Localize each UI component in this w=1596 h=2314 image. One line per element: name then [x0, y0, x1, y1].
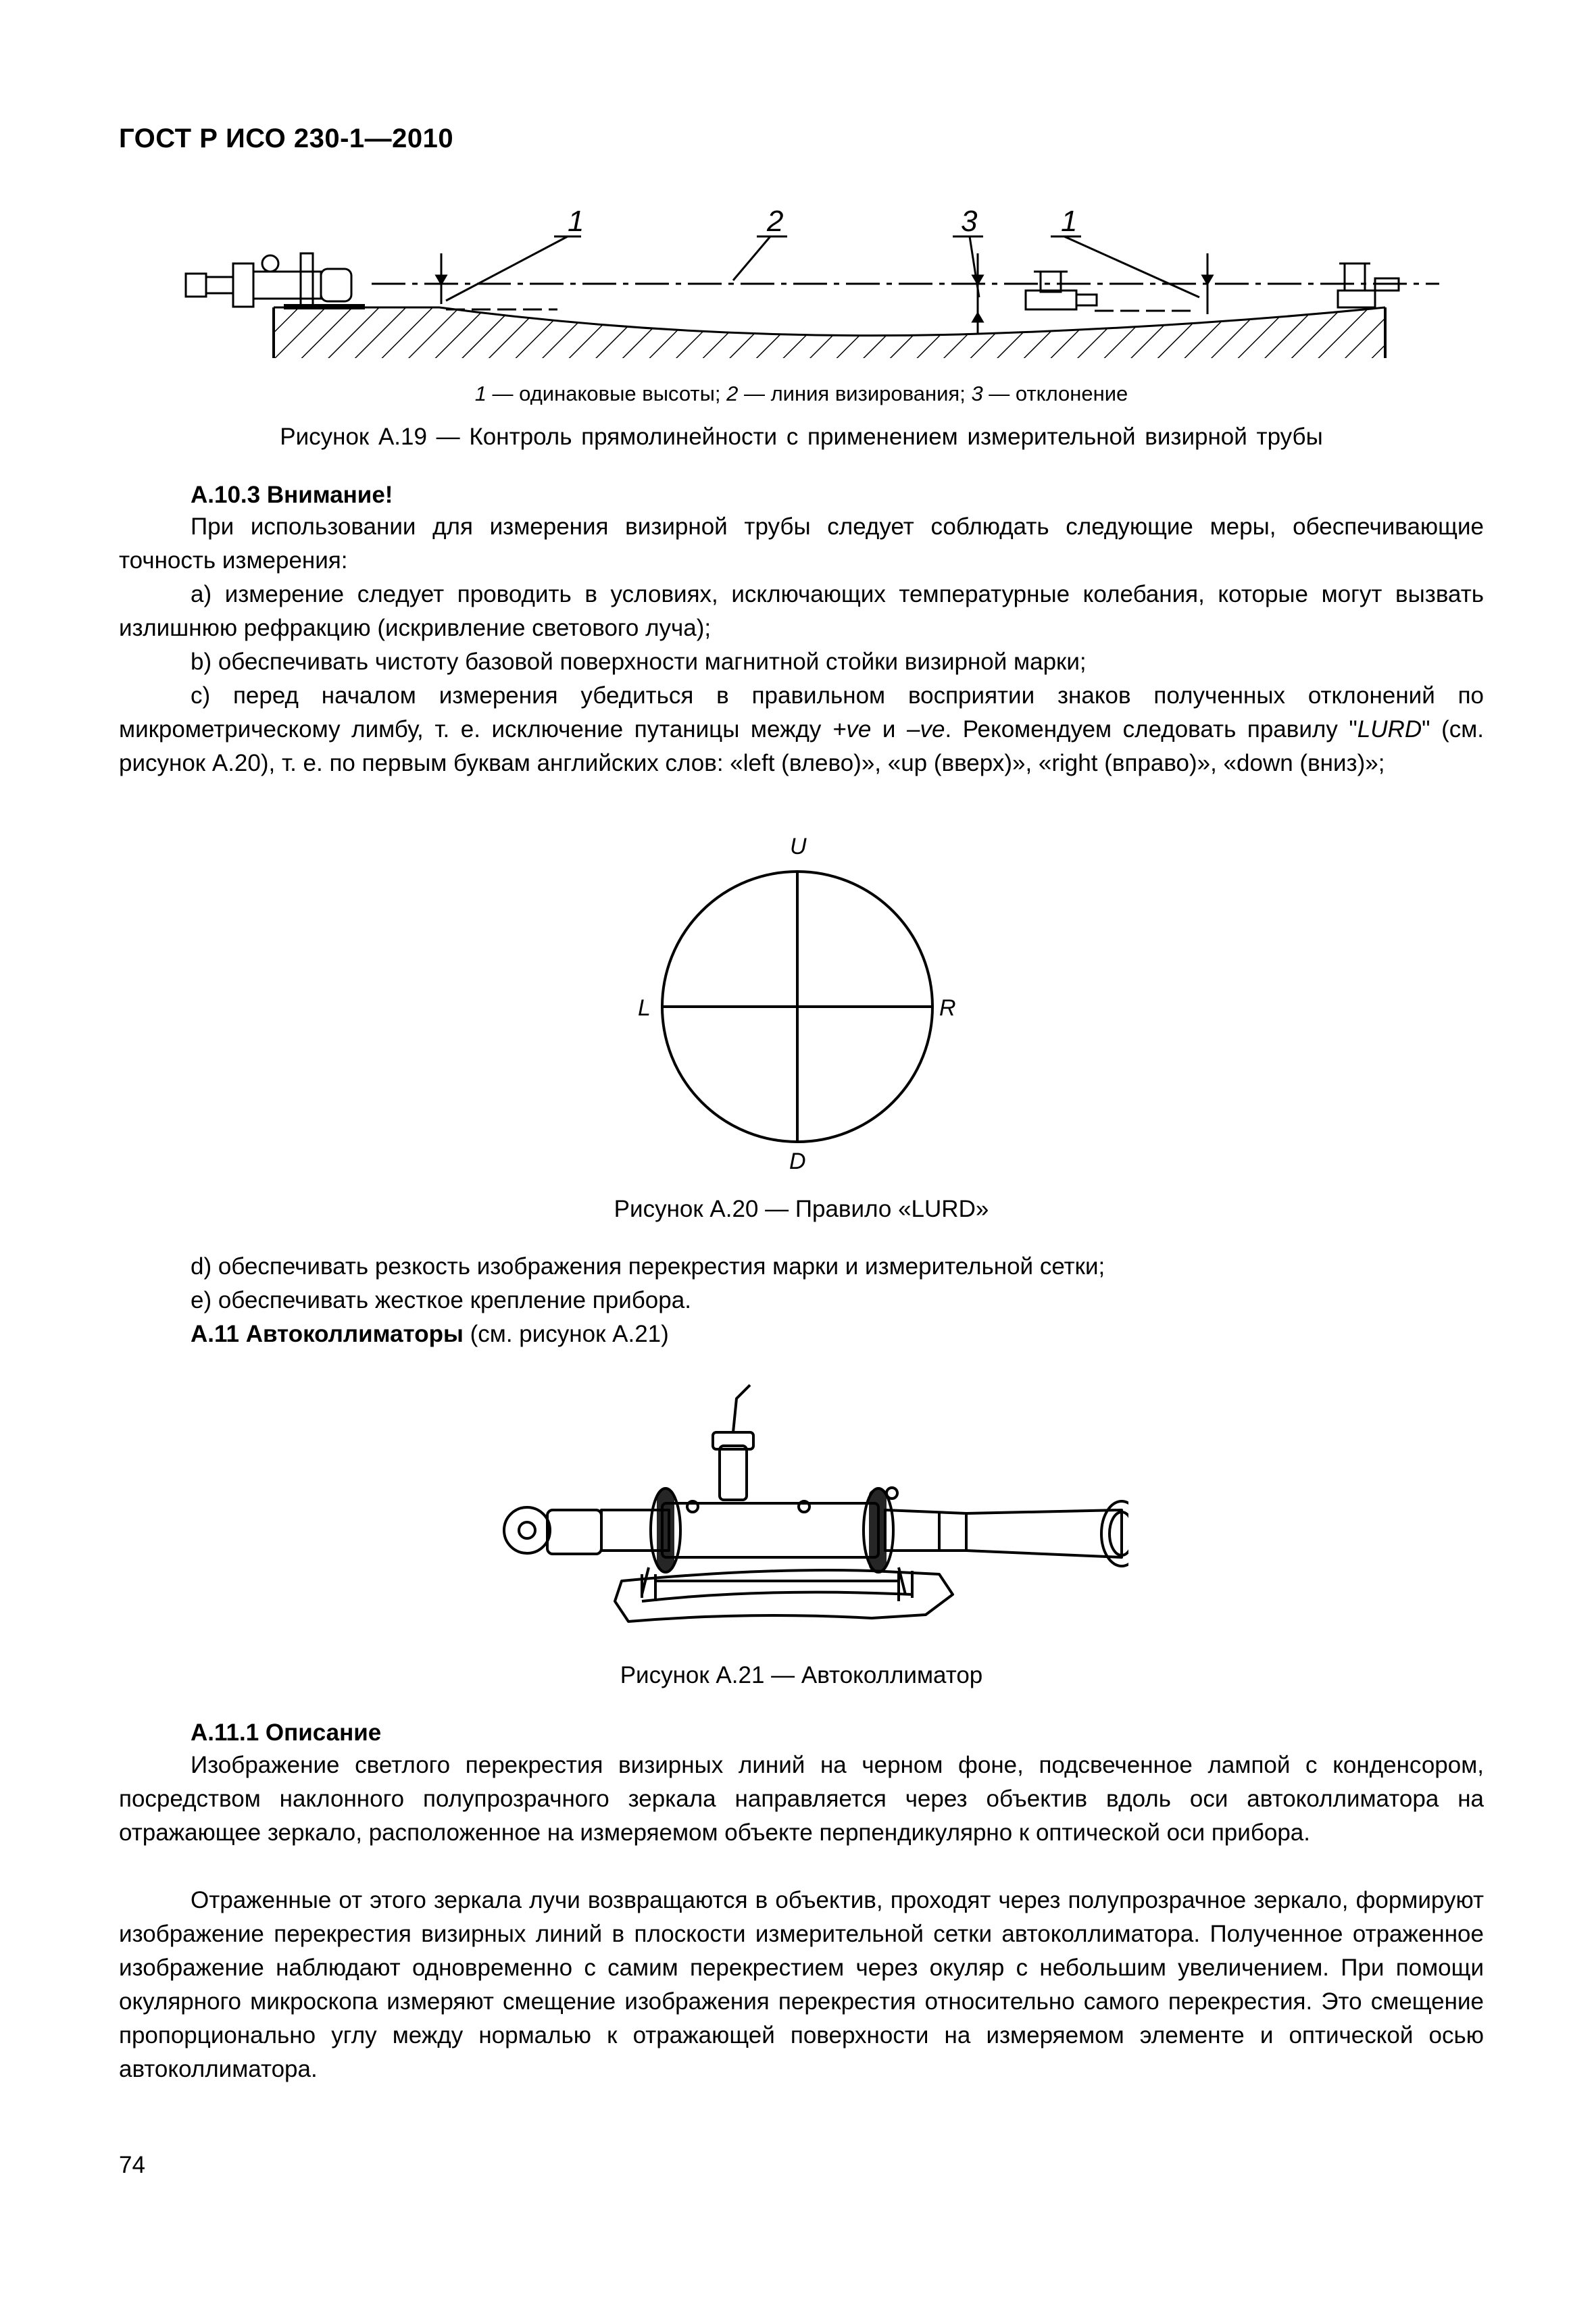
callout-3: 3: [961, 205, 978, 238]
lamp-housing: [720, 1446, 747, 1500]
label-down: D: [789, 1149, 806, 1174]
objective-tube: [885, 1510, 1122, 1557]
section-a11-heading: А.11 Автоколлиматоры (см. рисунок А.21): [191, 1321, 669, 1347]
label-left: L: [638, 995, 651, 1021]
item-b: b) обеспечивать чистоту базовой поверхности магнитной стойки визирной марки;: [191, 649, 1087, 675]
item-e: е) обеспечивать жесткое крепление прибора.: [191, 1287, 691, 1313]
figure-a19-diagram: [169, 196, 1453, 365]
figure-a20-caption: Рисунок А.20 — Правило «LURD»: [614, 1196, 989, 1222]
figure-a19-legend: 1 — одинаковые высоты; 2 — линия визирования; 3 — отклонение: [474, 382, 1128, 405]
sighting-target: [1026, 272, 1097, 309]
section-a103-intro: При использовании для измерения визирной трубы следует соблюдать следующие меры, обеспечивающие точность измерения:: [119, 513, 1484, 574]
section-a103-heading: А.10.3 Внимание!: [191, 482, 393, 508]
end-target: [1338, 263, 1399, 307]
callout-2: 2: [767, 205, 784, 238]
label-right: R: [939, 995, 956, 1021]
figure-a19-caption: Рисунок А.19 — Контроль прямолинейности с применением измерительной визирной трубы: [280, 424, 1323, 450]
sighting-telescope: [186, 253, 365, 309]
item-c: с) перед началом измерения убедиться в правильном восприятии знаков полученных отклонений по микрометрическому лимбу, т. е. исключение путаницы между +ve и –ve. Рекомендуем следовать правилу "LURD" (см. рисунок А.20), т. е. по первым буквам английских слов: «left (влево)», «up (вверх)», «right (вправо)», «down (вниз)»;: [119, 682, 1485, 776]
figure-a20-diagram: [608, 831, 987, 1182]
document-header: ГОСТ Р ИСО 230-1—2010: [119, 124, 454, 153]
callout-1-left: 1: [568, 205, 584, 238]
item-d: d) обеспечивать резкость изображения перекрестия марки и измерительной сетки;: [191, 1253, 1105, 1280]
base-hatching: [274, 307, 1385, 358]
label-up: U: [790, 834, 807, 859]
item-a: а) измерение следует проводить в условиях, исключающих температурные колебания, которые могут вызвать излишнюю рефракцию (искривление светового луча);: [119, 581, 1484, 641]
lamp-cable: [733, 1385, 750, 1432]
section-a111-para2: Отраженные от этого зеркала лучи возвращаются в объектив, проходят через полупрозрачное зеркало, формируют изображение перекрестия визирных линий в плоскости измерительной сетки автоколлиматора. Полученное отраженное изображение наблюдают одновременно с самим перекрестием через окуляр с небольшим увеличением. При помощи окулярного микроскопа измеряют смещение изображения перекрестия относительно самого перекрестия. Это смещение пропорционально углу между нормалью к отражающей поверхности на измеряемом элементе и оптической осью автоколлиматора.: [119, 1887, 1484, 2082]
callout-leaders: [446, 236, 1199, 301]
eyepiece-knob: [504, 1507, 550, 1553]
figure-a21-illustration: [493, 1378, 1128, 1649]
section-a111-heading: А.11.1 Описание: [191, 1719, 382, 1746]
callout-1-right: 1: [1061, 205, 1078, 238]
page-number: 74: [119, 2152, 145, 2178]
figure-a21-caption: Рисунок А.21 — Автоколлиматор: [620, 1662, 983, 1688]
section-a111-para1: Изображение светлого перекрестия визирных линий на черном фоне, подсвеченное лампой с конденсором, посредством наклонного полупрозрачного зеркала направляется через объектив вдоль оси автоколлиматора на отражающее зеркало, расположенное на измеряемом объекте перпендикулярно к оптической оси прибора.: [119, 1752, 1484, 1846]
